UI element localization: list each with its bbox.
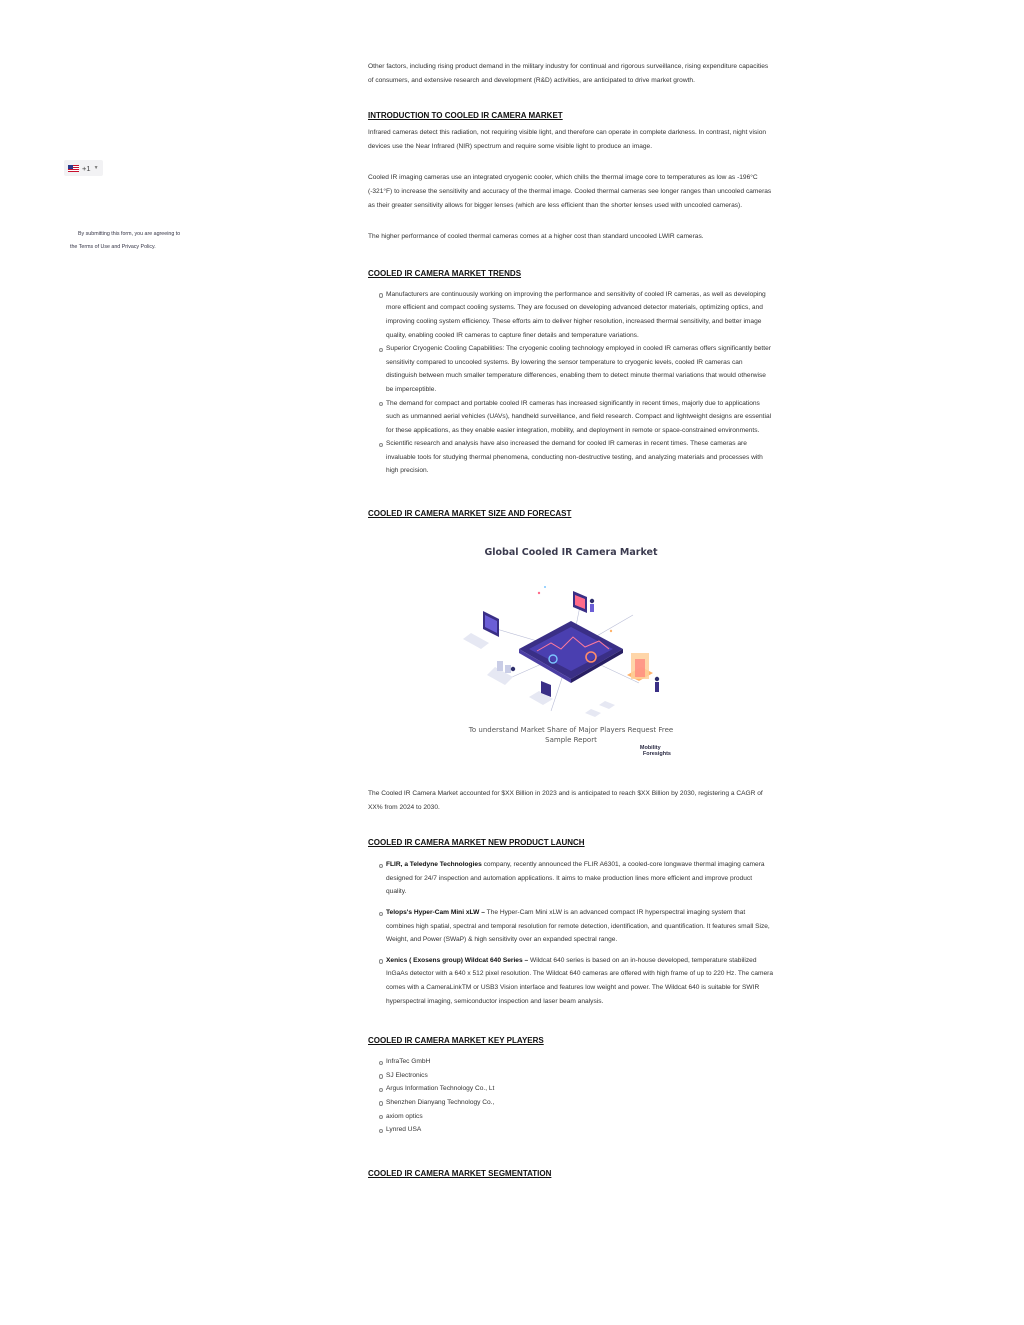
introduction-paragraph: Cooled IR imaging cameras use an integrated cryogenic cooler, which chills the thermal image core to temperatures as low as -196°C (-321°F) to increase the sensitivity and accuracy of the thermal image. Cooled thermal cameras see longer ranges than uncooled cameras as their greater sensitivity allows for bigger lenses (which are less efficient than the shorter lenses used with uncooled cameras). bbox=[368, 174, 772, 209]
list-item: Shenzhen Dianyang Technology Co., bbox=[386, 1096, 774, 1110]
size-forecast-paragraph: The Cooled IR Camera Market accounted for $XX Billion in 2023 and is anticipated to reach $XX Billion by 2030, registering a CAGR of XX% from 2024 to 2030. bbox=[368, 790, 763, 811]
launch-description: The Hyper-Cam Mini xLW is an advanced compact IR hyperspectral imaging system that combines high spatial, spectral and temporal resolution for remote detection, identification, and quantification. It features small Size, Weight, and Power (SWaP) & high sensitivity over an expanded spectral range. bbox=[386, 909, 770, 944]
list-item: Argus Information Technology Co., Lt bbox=[386, 1082, 774, 1096]
section-heading-trends: COOLED IR CAMERA MARKET TRENDS bbox=[368, 268, 522, 278]
infographic-caption[interactable] bbox=[441, 725, 701, 745]
list-item: SJ Electronics bbox=[386, 1069, 774, 1083]
section-heading-size-forecast: COOLED IR CAMERA MARKET SIZE AND FORECAST bbox=[368, 509, 572, 519]
form-consent-text bbox=[62, 228, 192, 254]
list-item: The demand for compact and portable cooled IR cameras has increased significantly in recent times, majorly due to applications such as unmanned aerial vehicles (UAVs), handheld surveillance, and field research. Compact and lightweight designs are essential for these applications, as they enable easier integration, mobility, and deployment in remote or space-constrained environments. bbox=[386, 397, 774, 438]
consent-line-2: the Terms of Use and Privacy Policy. bbox=[70, 244, 156, 250]
us-flag-icon bbox=[68, 165, 79, 172]
company-name: Telops's Hyper-Cam Mini xLW – bbox=[386, 909, 485, 917]
trends-list bbox=[368, 288, 774, 478]
infographic-title: Global Cooled IR Camera Market bbox=[484, 547, 658, 559]
list-item: Manufacturers are continuously working on improving the performance and sensitivity of cooled IR cameras, as well as developing more efficient and compact cooling systems. They are focused on developing advanced detector materials, optimizing optics, and improving cooling system efficiency. These efforts aim to deliver higher resolution, increased thermal sensitivity, and better image quality, enabling cooled IR cameras to capture finer details and temperature variations. bbox=[386, 288, 774, 342]
brand-line-2: Foresights bbox=[642, 751, 671, 758]
launch-description: company, recently announced the FLIR A6301, a cooled-core longwave thermal imaging camera designed for 24/7 inspection and automation applications. It aims to make production lines more efficient and improve product quality. bbox=[386, 861, 765, 896]
country-code: +1 bbox=[82, 163, 91, 173]
lead-form-sidebar bbox=[0, 0, 340, 1325]
introduction-paragraph: The higher performance of cooled thermal cameras comes at a higher cost than standard uncooled LWIR cameras. bbox=[368, 233, 704, 241]
isometric-dashboard-illustration bbox=[441, 563, 701, 723]
list-item bbox=[386, 858, 774, 899]
intro-paragraph: Other factors, including rising product demand in the military industry for continual and rigorous surveillance, rising expenditure capacities of consumers, and extensive research and development (R&D) activities, are anticipated to drive market growth. bbox=[368, 63, 769, 84]
list-item bbox=[386, 954, 774, 1008]
caption-line-1: To understand Market Share of Major Players Request Free bbox=[468, 726, 674, 735]
launch-list bbox=[368, 858, 774, 1008]
section-heading-product-launch: COOLED IR CAMERA MARKET NEW PRODUCT LAUNCH bbox=[368, 838, 585, 848]
launch-description: Wildcat 640 series is based on an in-house developed, temperature stabilized InGaAs detector with a 640 x 512 pixel resolution. The Wildcat 640 cameras are offered with high frame of up to 220 Hz. The camera comes with a CameraLinkTM or USB3 Vision interface and features low weight and power. The Wildcat 640 is suitable for SWIR hyperspectral imaging, semiconductor inspection and laser beam analysis. bbox=[386, 956, 774, 1005]
phone-country-select[interactable] bbox=[64, 160, 103, 176]
brand-line-1: Mobility bbox=[639, 745, 661, 752]
list-item: Scientific research and analysis have also increased the demand for cooled IR cameras in recent times. These cameras are invaluable tools for studying thermal phenomena, conducting non-destructive testing, and analyzing materials and processes with high precision. bbox=[386, 437, 774, 478]
article-body bbox=[368, 60, 774, 1179]
company-name: FLIR, a Teledyne Technologies bbox=[386, 861, 482, 869]
list-item: InfraTec GmbH bbox=[386, 1055, 774, 1069]
list-item bbox=[386, 906, 774, 947]
section-heading-introduction: INTRODUCTION TO COOLED IR CAMERA MARKET bbox=[368, 111, 563, 121]
list-item: Lynred USA bbox=[386, 1123, 774, 1137]
chevron-down-icon: ▼ bbox=[93, 165, 99, 171]
list-item: Superior Cryogenic Cooling Capabilities: The cryogenic cooling technology employed in cooled IR cameras offers significantly better sensitivity compared to uncooled systems. By lowering the sensor temperature to cryogenic levels, cooled IR cameras can distinguish between much smaller temperature differences, enabling them to detect minute thermal variations that would otherwise be imperceptible. bbox=[386, 342, 774, 396]
brand-logo bbox=[640, 745, 671, 757]
players-list bbox=[368, 1055, 774, 1137]
consent-line-1: By submitting this form, you are agreeing to bbox=[78, 231, 181, 237]
list-item: axiom optics bbox=[386, 1110, 774, 1124]
market-infographic[interactable] bbox=[441, 547, 701, 769]
section-heading-segmentation: COOLED IR CAMERA MARKET SEGMENTATION bbox=[368, 1168, 552, 1178]
introduction-paragraph: Infrared cameras detect this radiation, not requiring visible light, and therefore can operate in complete darkness. In contrast, night vision devices use the Near Infrared (NIR) spectrum and require some visible light to produce an image. bbox=[368, 129, 767, 150]
company-name: Xenics ( Exosens group) Wildcat 640 Series – bbox=[386, 956, 529, 964]
section-heading-key-players: COOLED IR CAMERA MARKET KEY PLAYERS bbox=[368, 1036, 544, 1046]
caption-line-2: Sample Report bbox=[545, 736, 597, 745]
